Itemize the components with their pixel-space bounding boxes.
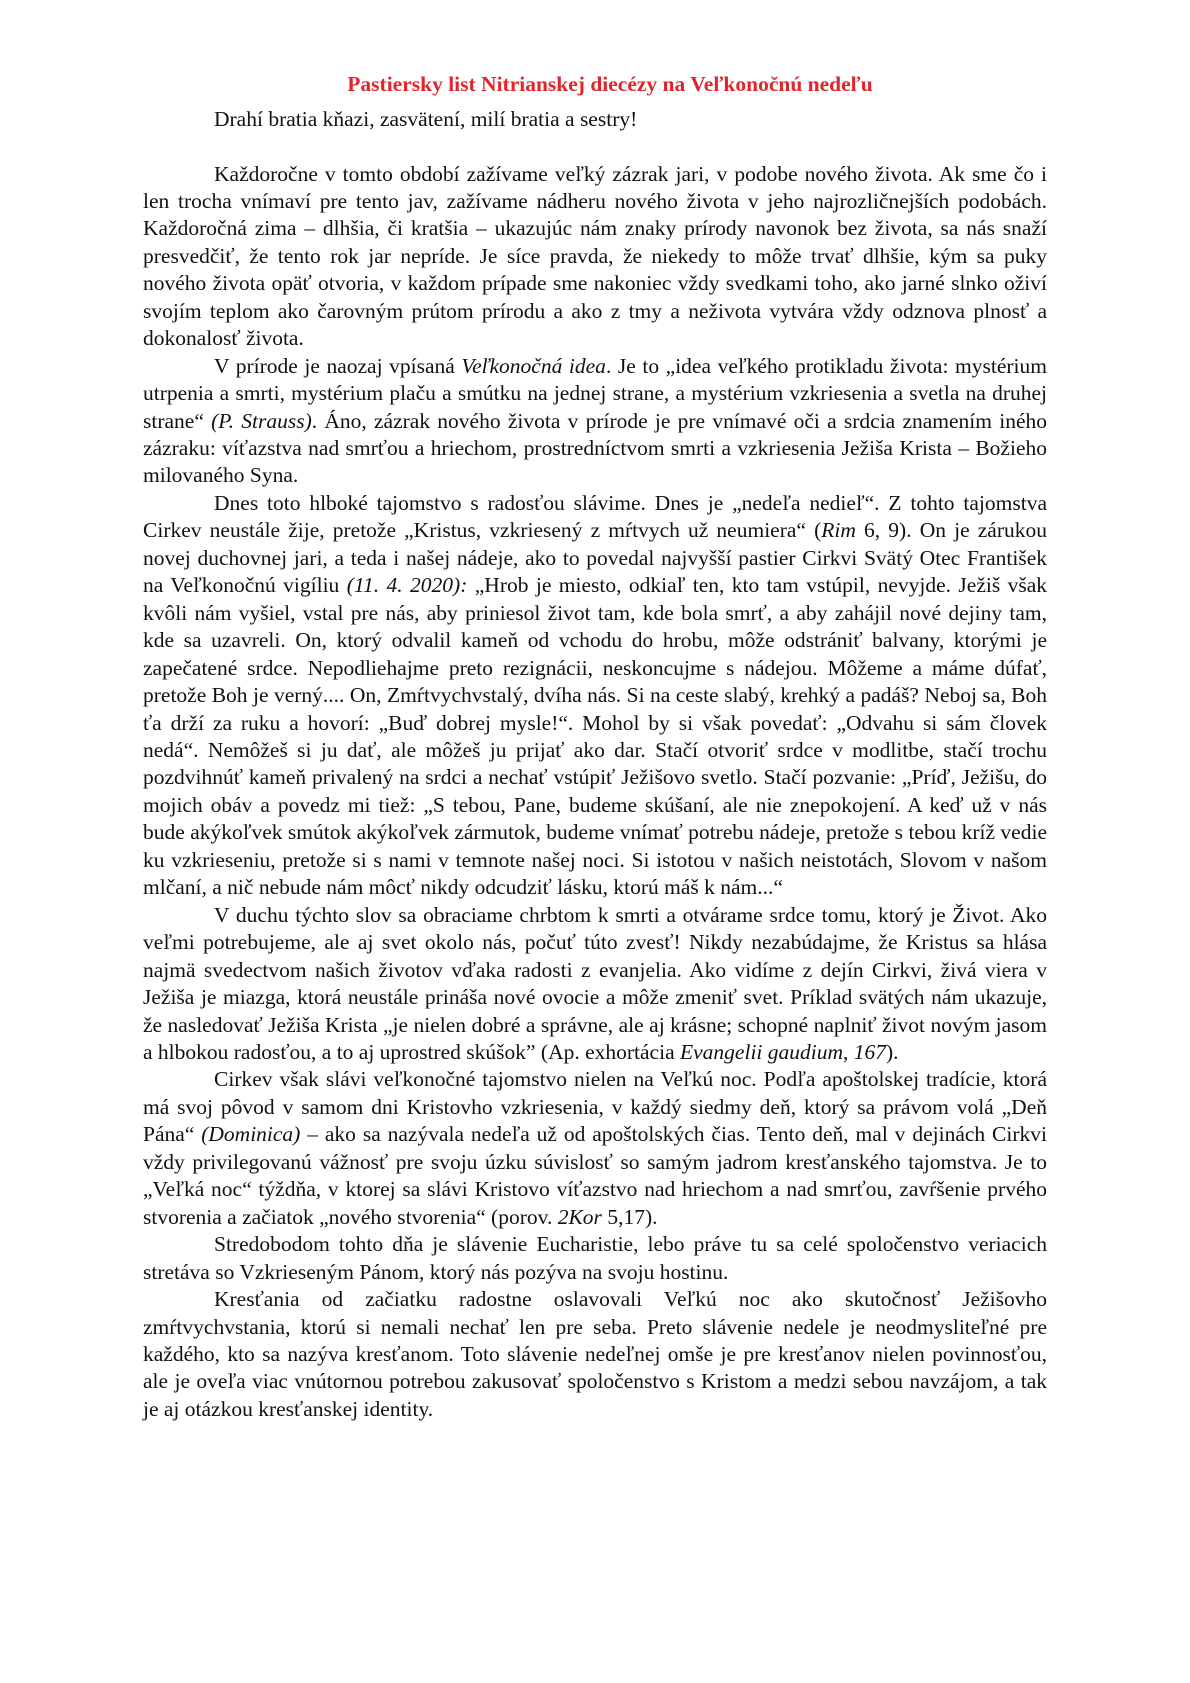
paragraph-7: Kresťania od začiatku radostne oslavovali Veľkú noc ako skutočnosť Ježišovho zmŕtvychvstania, ktorú si nemali nechať len pre seba. Preto slávenie nedele je neodmysliteľné pre každého, kto sa nazýva kresťanom. Toto slávenie nedeľnej omše je pre kresťanov nielen povinnosťou, ale je oveľa viac vnútornou potrebou zakusovať spoločenstvo s Kristom a medzi sebou navzájom, a tak je aj otázkou kresťanskej identity.: [143, 1287, 1047, 1421]
text-run: „Hrob je miesto, odkiaľ ten, kto tam vstúpil, nevyjde. Ježiš však kvôli nám vyšiel, vstal pre nás, aby priniesol život tam, kde bola smrť, a aby zahájil nové dejiny tam, kde sa uzavreli. On, ktorý odvalil kameň od vchodu do hrobu, môže odstrániť balvany, ktorými je zapečatené srdce. Nepodliehajme preto rezignácii, neskoncujme s nádejou. Môžeme a máme dúfať, pretože Boh je verný.... On, Zmŕtvychvstalý, dvíha nás. Si na ceste slabý, krehký a padáš? Neboj sa, Boh ťa drží za ruku a hovorí: „Buď dobrej mysle!“. Mohol by si však povedať: „Odvahu si sám človek nedá“. Nemôžeš si ju dať, ale môžeš ju prijať ako dar. Stačí otvoriť srdce v modlitbe, stačí trochu pozdvihnúť kameň privalený na srdci a nechať vstúpiť Ježišovo svetlo. Stačí pozvanie: „Príď, Ježišu, do mojich obáv a povedz mi tiež: „S tebou, Pane, budeme skúšaní, ale nie znepokojení. A keď už v nás bude akýkoľvek smútok akýkoľvek zármutok, budeme vnímať potrebu nádeje, pretože s tebou kríž vedie ku vzkrieseniu, pretože si s nami v temnote našej noci. Si istotou v našich neistotách, Slovom v našom mlčaní, a nič nebude nám môcť nikdy odcudziť lásku, ktorú máš k nám...“: [143, 573, 1047, 900]
italic-run: (Dominica): [201, 1122, 301, 1147]
text-run: V duchu týchto slov sa obraciame chrbtom k smrti a otvárame srdce tomu, ktorý je Život. Ako veľmi potrebujeme, ale aj svet okolo nás, počuť túto zvesť! Nikdy nezabúdajme, že Kristus sa hlása najmä svedectvom našich životov vďaka radosti z evanjelia. Ako vidíme z dejín Cirkvi, živá viera v Ježiša je miazga, ktorá neustále prináša nové ovocie a môže zmeniť svet. Príklad svätých nám ukazuje, že nasledovať Ježiša Krista „je nielen dobré a správne, ale aj krásne; schopné naplniť život novým jasom a hlbokou radosťou, a to aj uprostred skúšok” (Ap. exhortácia: [143, 902, 1047, 1064]
text-run: Cirkev však slávi veľkonočné tajomstvo nielen na Veľkú noc. Podľa apoštolskej tradície, ktorá má svoj pôvod v samom dni Kristovho vzkriesenia, v každý siedmy deň, ktorý sa právom volá „Deň Pána“: [143, 1067, 1047, 1147]
greeting: Drahí bratia kňazi, zasvätení, milí bratia a sestry!: [214, 107, 638, 131]
text-run: ,: [843, 1040, 854, 1064]
text-run: ).: [886, 1040, 899, 1064]
document-title: Pastiersky list Nitrianskej diecézy na Veľkonočnú nedeľu: [347, 72, 873, 96]
paragraph-3: [143, 490, 1047, 902]
italic-run: Rim: [821, 518, 856, 543]
italic-run: (11. 4. 2020):: [346, 573, 468, 598]
italic-run: 167: [853, 1040, 887, 1064]
text-run: – ako sa nazývala nedeľa už od apoštolských čias. Tento deň, mal v dejinách Cirkvi vždy privilegovanú vážnosť pre svoju úzku súvislosť so samým jadrom kresťanského tajomstva. Je to „Veľká noc“ týždňa, v ktorej sa slávi Kristovo víťazstvo nad hriechom a nad smrťou, zavŕšenie prvého stvorenia a začiatok „nového stvorenia“ (porov.: [143, 1122, 1047, 1229]
text-run: 5,17).: [601, 1204, 658, 1229]
paragraph-1: Každoročne v tomto období zažívame veľký zázrak jari, v podobe nového života. Ak sme čo i len trocha vnímaví pre tento jav, zažívame nádheru nového života v jeho najrozličnejších podobách. Každoročná zima – dlhšia, či kratšia – ukazujúc nám znaky prírody navonok bez života, sa nás snaží presvedčiť, že tento rok jar nepríde. Je síce pravda, že niekedy to môže trvať dlhšie, kým sa puky nového života opäť otvoria, v každom prípade sme nakoniec vždy svedkami toho, ako jarné slnko oživí svojím teplom ako čarovným prútom prírodu a ako z tmy a neživota vytvára vždy odznova plnosť a dokonalosť života.: [143, 161, 1047, 351]
paragraph-4: [143, 902, 1047, 1067]
document-body: [143, 161, 1047, 1424]
text-run: 6, 9). On je zárukou novej duchovnej jari, a teda i našej nádeje, ako to povedal najvyšší pastier Cirkvi Svätý Otec František na Veľkonočnú vigíliu: [143, 518, 1047, 598]
paragraph-5: [143, 1066, 1047, 1231]
paragraph-2: [143, 353, 1047, 490]
text-run: . Áno, zázrak nového života v prírode je pre vnímavé oči a srdcia znamením iného zázraku: víťazstva nad smrťou a hriechom, prostredníctvom smrti a vzkriesenia Ježiša Krista – Božieho milovaného Syna.: [143, 408, 1047, 488]
italic-run: Evangelii gaudium: [680, 1040, 844, 1064]
italic-run: 2Kor: [557, 1204, 602, 1229]
italic-run: (P. Strauss): [211, 408, 312, 433]
text-run: V prírode je naozaj vpísaná: [214, 353, 462, 378]
italic-run: Veľkonočná idea: [461, 353, 606, 378]
paragraph-6: Stredobodom tohto dňa je slávenie Eucharistie, lebo práve tu sa celé spoločenstvo veriacich stretáva so Vzkrieseným Pánom, ktorý nás pozýva na svoju hostinu.: [143, 1232, 1047, 1284]
text-run: Dnes toto hlboké tajomstvo s radosťou slávime. Dnes je „nedeľa nedieľ“. Z tohto tajomstva Cirkev neustále žije, pretože „Kristus, vzkriesený z mŕtvych už neumiera“ (: [143, 490, 1047, 543]
text-run: . Je to „idea veľkého protikladu života: mystérium utrpenia a smrti, mystérium plaču a smútku na jednej strane, a mystérium vzkriesenia a svetla na druhej strane“: [143, 353, 1047, 433]
